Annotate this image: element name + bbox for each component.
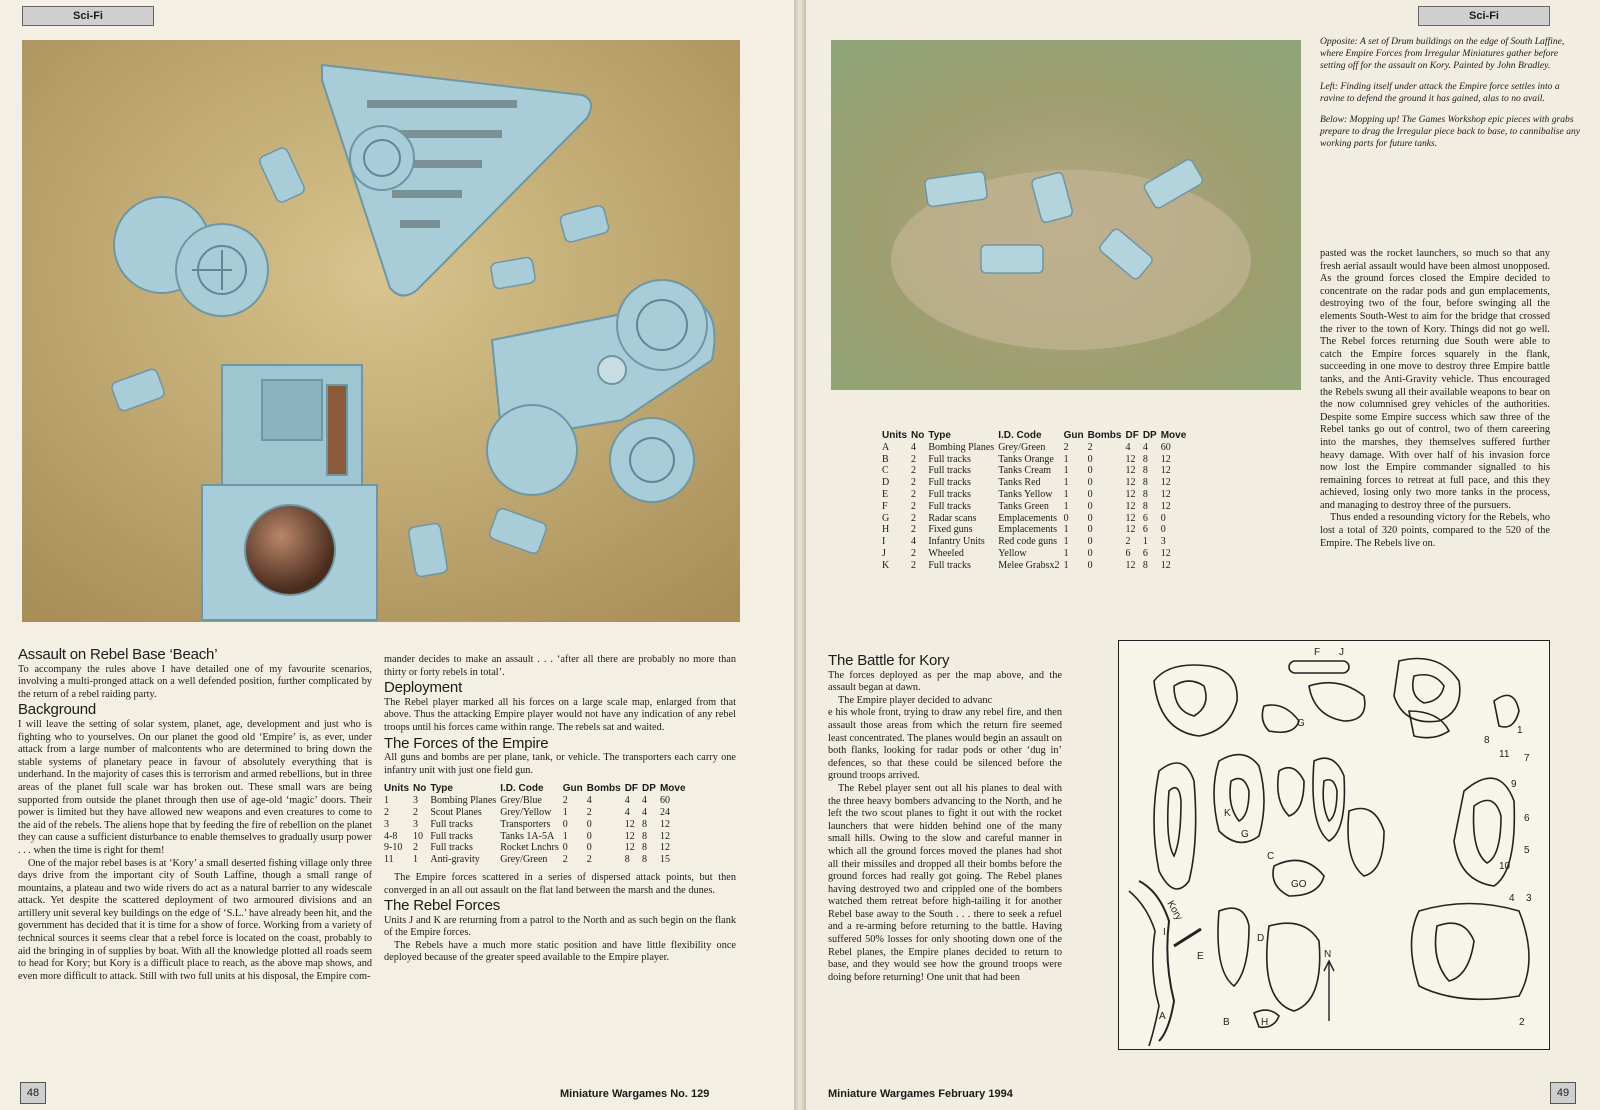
empire-table-header-cell: DP <box>642 783 656 795</box>
empire-table-cell: 1 <box>384 795 389 807</box>
rebel-table-cell: Yellow <box>998 547 1027 559</box>
rebel-table-row <box>882 454 1190 466</box>
rebel-table-cell: 0 <box>1160 512 1166 524</box>
right-page <box>806 0 1600 1110</box>
caption-left: Left: Finding itself under attack the Empire force settles into a ravine to defend the ground it has gained, alas to no avail. <box>1320 81 1560 104</box>
empire-table-cell: 0 <box>586 842 592 854</box>
rebel-table-header-cell: Type <box>928 430 951 441</box>
empire-table-header-cell: DF <box>624 783 639 795</box>
empire-table-cell: Tanks 1A-5A <box>500 830 555 842</box>
empire-table-cell: 8 <box>642 830 648 842</box>
photo-captions <box>1320 36 1582 159</box>
empire-table-cell: 8 <box>642 842 648 854</box>
battle-paragraph-3: e his whole front, trying to draw any rebel fire, and then assault those areas from which the return fire seemed least concentrated. The planes would begin an assault on both flanks, looking for radar pods or other ‘dug in’ defences, so that these could be silenced before the ground troops arrived. <box>828 707 1062 782</box>
right-column-paragraph-2: Thus ended a resounding victory for the Rebels, who lost a total of 320 points, compared to the 520 of the Empire. The Rebels live on. <box>1320 512 1550 549</box>
rebel-table-cell: 12 <box>1125 453 1136 465</box>
rebel-table-cell: 60 <box>1160 441 1171 453</box>
map-label: D <box>1257 933 1265 944</box>
map-label: 1 <box>1517 725 1523 736</box>
background-paragraph-2: One of the major rebel bases is at ‘Kory’ a small deserted fishing village only three days drive from the important city of South Laffine, though a small range of mountains, a plateau and two wide rivers do act as a natural barrier to any widescale attack. Yet despite the scattered deployment of two armoured divisions and an artillery unit several key buildings on the edge of ‘S.L.’ have already been hit, and the government has decided that it is time for a show of force. Working from a variety of technical sources it seems clear that a rebel force is located on the coast, probably to aid the bringing in of supplies by boat. With all the knowledge plotted all roads seem to head for Kory; but Kory is a difficult place to reach, as the above map shows, and even more difficult to attack. Still with two full units at his disposal, the Empire com- <box>18 857 372 982</box>
rebel-table-row <box>882 501 1190 513</box>
rebel-table-cell: 2 <box>911 453 916 465</box>
article-title: Assault on Rebel Base ‘Beach’ <box>18 646 218 663</box>
rebel-table-cell: 8 <box>1142 488 1148 500</box>
rebel-forces-heading: The Rebel Forces <box>384 897 501 915</box>
empire-forces-heading: The Forces of the Empire <box>384 734 549 752</box>
rebel-table-cell: 2 <box>911 500 916 512</box>
rebel-units-table <box>882 430 1190 572</box>
map-label: G <box>1241 829 1249 840</box>
rebel-table-cell: 1 <box>1142 536 1148 548</box>
rebel-table-cell: 0 <box>1063 512 1069 524</box>
map-label: A <box>1159 1011 1166 1022</box>
empire-table-cell: 12 <box>624 830 635 842</box>
empire-table-cell: 3 <box>413 818 418 830</box>
rebel-table-cell: Tanks Orange <box>998 453 1054 465</box>
empire-table-cell: 1 <box>562 806 568 818</box>
photo-drum-buildings <box>22 40 740 622</box>
deployment-heading: Deployment <box>384 679 463 697</box>
rebel-table-cell: 8 <box>1142 477 1148 489</box>
rebel-table-cell: 0 <box>1087 559 1093 571</box>
empire-table-cell: 11 <box>384 854 394 866</box>
map-label: 4 <box>1509 893 1515 904</box>
left-column-2 <box>384 654 736 965</box>
rebel-table-cell: 12 <box>1125 465 1136 477</box>
empire-table-cell: 4 <box>586 795 592 807</box>
rebel-table-row <box>882 560 1190 572</box>
rebel-table-cell: 2 <box>1087 441 1093 453</box>
rebel-table-cell: 1 <box>1063 536 1069 548</box>
rebel-table-header-cell: DP <box>1142 430 1157 441</box>
empire-table-cell: 0 <box>562 818 568 830</box>
empire-table-cell: 4 <box>642 806 648 818</box>
rebel-table-cell: 6 <box>1142 512 1148 524</box>
rebel-table-row <box>882 536 1190 548</box>
rebel-table-cell: 0 <box>1087 547 1093 559</box>
empire-table-cell: 12 <box>659 830 670 842</box>
rebel-table-cell: Grey/Green <box>998 441 1046 453</box>
rebel-table-cell: 1 <box>1063 465 1069 477</box>
rebel-table-cell: 2 <box>1063 441 1069 453</box>
rebel-table-cell: Full tracks <box>928 453 971 465</box>
empire-table-cell: 12 <box>659 842 670 854</box>
map-label: E <box>1197 951 1204 962</box>
empire-table-cell: 1 <box>413 854 418 866</box>
intro-paragraph: To accompany the rules above I have detailed one of my favourite scenarios, involving a multi-pronged attack on a well defended position, further complicated by the return of a rebel raiding party. <box>18 663 372 700</box>
rebel-table-header-cell: Gun <box>1063 430 1084 441</box>
empire-table-header-cell: No <box>413 783 427 795</box>
empire-table-cell: 60 <box>659 795 670 807</box>
map-label: I <box>1163 927 1166 938</box>
rebel-table-cell: 2 <box>911 547 916 559</box>
map-label: 6 <box>1524 813 1530 824</box>
rebel-table-cell: E <box>882 488 889 500</box>
empire-table-cell: 15 <box>659 854 670 866</box>
rebel-table-cell: Emplacements <box>998 512 1058 524</box>
rebel-table-cell: 12 <box>1125 559 1136 571</box>
right-column-paragraph-1: pasted was the rocket launchers, so much so that any fresh aerial assault would have been almost unopposed. As the ground forces closed the Empire decided to concentrate on the radar pods and gun emplacements, destroying two of the four, before swinging all the elements South-West to aim for the bridge that crossed the river to the town of Kory. Things did not go well. The Rebel forces returning due South were able to catch the Empire forces squarely in the flank, succeeding in one move to destroy three Empire battle tanks, and the Anti-Gravity vehicle. Thus encouraged the Rebels swung all their available weapons to bear on the now columnised grey vehicles of the authorities. Despite some Empire success which saw three of the Rebel tanks go out of control, two of them careering into the marshes, they themselves suffered further heavy damage. With over half of his invasion force now lost the Empire commander signalled to his remaining forces to retreat at full pace, and this they achieved, losing only two more tanks in the process, and managing to destroy three of the pursuers. <box>1320 248 1550 511</box>
page-gutter <box>794 0 806 1110</box>
dome-building <box>202 365 377 620</box>
rebel-table-cell: 0 <box>1087 477 1093 489</box>
rebel-table-cell: 4 <box>1125 441 1131 453</box>
rebel-table-cell: Bombing Planes <box>928 441 995 453</box>
empire-table-row <box>384 807 690 819</box>
map-label: 3 <box>1526 893 1532 904</box>
rebel-table-cell: 1 <box>1063 477 1069 489</box>
rebel-table-row <box>882 477 1190 489</box>
empire-table-cell: 8 <box>624 854 630 866</box>
empire-table-cell: Grey/Yellow <box>500 806 552 818</box>
empire-table-cell: 12 <box>624 842 635 854</box>
rebel-table-cell: H <box>882 524 890 536</box>
empire-table-cell: 0 <box>562 842 568 854</box>
battle-column <box>828 652 1062 984</box>
rebel-table-cell: 12 <box>1125 488 1136 500</box>
rebel-table-row <box>882 548 1190 560</box>
rebel-table-cell: Tanks Cream <box>998 465 1052 477</box>
rebel-table-cell: 4 <box>911 441 916 453</box>
rebel-forces-paragraph-2: The Rebels have a much more static position and have little flexibility once deployed because of the greater speed available to the Empire player. <box>384 939 736 964</box>
rebel-table-cell: Tanks Green <box>998 500 1049 512</box>
rebel-table-cell: 12 <box>1125 477 1136 489</box>
rebel-table-cell: G <box>882 512 890 524</box>
empire-table-cell: 2 <box>586 806 592 818</box>
rebel-table-cell: 12 <box>1125 512 1136 524</box>
empire-table-header-cell: Bombs <box>586 783 621 795</box>
empire-table-cell: 2 <box>384 806 389 818</box>
empire-table-header-cell: I.D. Code <box>500 783 544 795</box>
left-column-1 <box>18 646 372 983</box>
rebel-table-cell: Red code guns <box>998 536 1058 548</box>
rebel-table-cell: 1 <box>1063 524 1069 536</box>
rebel-table-cell: 4 <box>911 536 916 548</box>
rebel-table-cell: 6 <box>1142 547 1148 559</box>
rebel-table-cell: Wheeled <box>928 547 964 559</box>
empire-table-cell: 1 <box>562 830 568 842</box>
empire-table-cell: 3 <box>384 818 389 830</box>
rebel-table-cell: Full tracks <box>928 559 971 571</box>
map-label: 7 <box>1524 753 1530 764</box>
map-label: 8 <box>1484 735 1490 746</box>
empire-table-cell: 8 <box>642 818 648 830</box>
empire-table-header-cell: Gun <box>562 783 583 795</box>
footer-right: Miniature Wargames February 1994 <box>828 1088 1013 1100</box>
empire-table-row <box>384 831 690 843</box>
rebel-table-cell: 1 <box>1063 488 1069 500</box>
rebel-table-cell: 8 <box>1142 500 1148 512</box>
empire-table-cell: 2 <box>562 854 568 866</box>
rebel-table-row <box>882 524 1190 536</box>
rebel-table-cell: 4 <box>1142 441 1148 453</box>
rebel-table-row <box>882 513 1190 525</box>
rebel-table-cell: Tanks Red <box>998 477 1041 489</box>
empire-deployment-paragraph: The Empire forces scattered in a series of dispersed attack points, but then converged in an all out assault on the flat land between the marsh and the dunes. <box>384 871 736 896</box>
page-number-right: 49 <box>1550 1082 1576 1104</box>
rebel-table-cell: Full tracks <box>928 500 971 512</box>
empire-table-cell: Rocket Lnchrs <box>500 842 559 854</box>
rebel-table-cell: Full tracks <box>928 465 971 477</box>
right-column-top <box>1320 248 1550 550</box>
empire-table-header-cell: Type <box>430 783 453 795</box>
map-label: N <box>1324 949 1332 960</box>
rebel-table-row <box>882 489 1190 501</box>
empire-table-cell: 10 <box>413 830 423 842</box>
empire-table-cell: 4 <box>642 795 648 807</box>
rebel-table-cell: D <box>882 477 890 489</box>
battle-heading: The Battle for Kory <box>828 652 950 669</box>
empire-table-cell: 12 <box>659 818 670 830</box>
empire-table-cell: 2 <box>413 842 418 854</box>
empire-units-table <box>384 783 690 866</box>
rebel-table-header-cell: Move <box>1160 430 1187 441</box>
map-label: K <box>1224 808 1231 819</box>
map-label: Kory <box>1164 899 1185 923</box>
map-label: H <box>1261 1017 1269 1028</box>
rebel-table-cell: Emplacements <box>998 524 1058 536</box>
empire-table-header-cell: Units <box>384 783 409 795</box>
rebel-table-cell: 2 <box>911 477 916 489</box>
rebel-table-cell: 0 <box>1087 512 1093 524</box>
battle-map <box>1118 640 1550 1050</box>
map-label: B <box>1223 1017 1230 1028</box>
rebel-table-cell: 8 <box>1142 559 1148 571</box>
map-label: 10 <box>1499 861 1511 872</box>
empire-table-cell: Full tracks <box>430 830 473 842</box>
rebel-table-cell: 2 <box>911 465 916 477</box>
map-label: 2 <box>1519 1017 1525 1028</box>
rebel-table-header-cell: DF <box>1125 430 1139 441</box>
rebel-table-cell: 0 <box>1087 453 1093 465</box>
rebel-table-cell: 2 <box>911 512 916 524</box>
rebel-table-cell: F <box>882 500 888 512</box>
rebel-table-cell: 12 <box>1160 488 1171 500</box>
empire-table-cell: Bombing Planes <box>430 795 497 807</box>
rebel-table-header-cell: No <box>911 430 925 441</box>
empire-table-cell: 24 <box>659 806 670 818</box>
rebel-table-cell: Melee Grabsx2 <box>998 559 1060 571</box>
rebel-table-row <box>882 442 1190 454</box>
empire-table-cell: Full tracks <box>430 842 473 854</box>
rebel-table-cell: 1 <box>1063 453 1069 465</box>
rebel-table-cell: 2 <box>911 488 916 500</box>
empire-table-cell: 8 <box>642 854 648 866</box>
rebel-table-cell: 6 <box>1125 547 1131 559</box>
map-label: 5 <box>1524 845 1530 856</box>
rebel-table-cell: 0 <box>1087 465 1093 477</box>
empire-table-cell: Grey/Green <box>500 854 548 866</box>
left-page <box>0 0 794 1110</box>
rebel-table-cell: 12 <box>1125 524 1136 536</box>
rebel-table-cell: 12 <box>1160 559 1171 571</box>
rebel-table-cell: 2 <box>1125 536 1131 548</box>
rebel-table-cell: 12 <box>1160 477 1171 489</box>
map-label: GO <box>1291 879 1307 890</box>
rebel-table-cell: 2 <box>911 559 916 571</box>
rebel-table-cell: C <box>882 465 889 477</box>
rebel-table-cell: J <box>882 547 886 559</box>
empire-table-cell: 4-8 <box>384 830 398 842</box>
empire-table-cell: Grey/Blue <box>500 795 542 807</box>
map-label: F <box>1314 647 1321 658</box>
rebel-table-header-cell: Units <box>882 430 907 441</box>
empire-table-cell: Scout Planes <box>430 806 482 818</box>
rebel-table-cell: 3 <box>1160 536 1166 548</box>
rebel-table-cell: 2 <box>911 524 916 536</box>
rebel-table-cell: 12 <box>1125 500 1136 512</box>
empire-table-cell: 4 <box>624 795 630 807</box>
rebel-table-cell: 1 <box>1063 559 1069 571</box>
battle-paragraph-2: The Empire player decided to advanc <box>838 694 993 706</box>
rebel-table-cell: Radar scans <box>928 512 977 524</box>
caption-opposite: Opposite: A set of Drum buildings on the edge of South Laffine, where Empire Forces from Irregular Miniatures gather before setting off for the assault on Kory. Painted by John Bradley. <box>1320 36 1565 71</box>
rebel-table-cell: A <box>882 441 890 453</box>
rebel-table-cell: Tanks Yellow <box>998 488 1053 500</box>
rebel-table-cell: K <box>882 559 890 571</box>
empire-table-cell: 3 <box>413 795 418 807</box>
rebel-table-cell: B <box>882 453 889 465</box>
empire-table-cell: 4 <box>624 806 630 818</box>
rebel-table-cell: 12 <box>1160 465 1171 477</box>
map-label: G <box>1297 718 1305 729</box>
rebel-table-row <box>882 465 1190 477</box>
battle-paragraph-1: The forces deployed as per the map above, and the assault began at dawn. <box>828 669 1062 694</box>
photo-ravine-tanks <box>831 40 1301 390</box>
rebel-table-cell: 0 <box>1160 524 1166 536</box>
deployment-paragraph: The Rebel player marked all his forces on a large scale map, enlarged from that above. Thus the attacking Empire player would not have any indication of any rebel troops until his forces came within range. The rebels sat and waited. <box>384 696 736 733</box>
rebel-table-cell: 8 <box>1142 465 1148 477</box>
empire-table-cell: 2 <box>586 854 592 866</box>
empire-table-cell: 0 <box>586 818 592 830</box>
rebel-table-cell: Full tracks <box>928 488 971 500</box>
empire-table-cell: 2 <box>413 806 418 818</box>
rebel-table-cell: Fixed guns <box>928 524 973 536</box>
background-heading: Background <box>18 701 97 719</box>
map-label: C <box>1267 851 1275 862</box>
rebel-forces-paragraph-1: Units J and K are returning from a patrol to the North and as such begin on the flank of the Empire forces. <box>384 914 736 939</box>
rebel-table-cell: I <box>882 536 886 548</box>
map-label: J <box>1339 647 1344 658</box>
rebel-table-cell: 1 <box>1063 547 1069 559</box>
map-label: 9 <box>1511 779 1517 790</box>
empire-forces-paragraph: All guns and bombs are per plane, tank, or vehicle. The transporters each carry one infantry unit with just one field gun. <box>384 752 736 776</box>
section-tab-right: Sci-Fi <box>1418 6 1550 26</box>
empire-table-cell: Anti-gravity <box>430 854 480 866</box>
rebel-table-cell: 8 <box>1142 453 1148 465</box>
map-label: 11 <box>1499 749 1510 760</box>
rebel-table-cell: 0 <box>1087 500 1093 512</box>
rebel-table-cell: 6 <box>1142 524 1148 536</box>
empire-table-cell: 0 <box>586 830 592 842</box>
rebel-table-header-cell: Bombs <box>1087 430 1122 441</box>
page-number-left: 48 <box>20 1082 46 1104</box>
rebel-table-cell: Infantry Units <box>928 536 985 548</box>
rebel-table-header-cell: I.D. Code <box>998 430 1042 441</box>
caption-below: Below: Mopping up! The Games Workshop epic pieces with grabs prepare to drag the Irregular piece back to base, to cannibalise any working parts for future tanks. <box>1320 114 1581 149</box>
background-paragraph-1: I will leave the setting of solar system, planet, age, development and just who is fighting who to yourselves. On our planet the good old ‘Empire’ is, as ever, under attack from a large number of malcontents who are determined to bring down the stable systems of planetary peace in favour of absolutely everything that is underhand. In the majority of cases this is terrorism and armed rebellions, but in three areas of the planet full scale war has broken out. These small wars are being supported from outside the planet through then use of age-old ‘magic’ doors. Their power is limited but they have allowed new weapons and even creatures to come to the aid of the rebels. The aliens hope that by feeding the fire of rebellion on the planet they can cause a sufficient disturbance to enable themselves to gradually usurp power . . . when the time is right for them! <box>18 718 372 856</box>
rebel-table-cell: 0 <box>1087 488 1093 500</box>
rebel-table-cell: 12 <box>1160 500 1171 512</box>
footer-left: Miniature Wargames No. 129 <box>560 1088 710 1100</box>
rebel-table-cell: 12 <box>1160 547 1171 559</box>
continuation-paragraph: mander decides to make an assault . . . ‘after all there are probably no more than thirty or forty rebels in total’. <box>384 654 736 678</box>
battle-paragraph-4: The Rebel player sent out all his planes to deal with the three heavy bombers advancing to the North, and he left the two scout planes to fight it out with the rocket launchers that were hidden behind one of the many small hills. Owing to the slow and careful manner in which all the ground forces moved the planes had shot all their missiles and dropped all their bombs before the ground forces had really got going. The Rebel planes having destroyed two and crippled one of the bombers watched them retreat before high-tailing it for another Rebel base away to the South . . . there to seek a refuel and a re-arming before returning to the battle. Having suffered 50% losses for only shooting down one of the Rebel planes, the Empire planes decided to return to base, and they would see how the ground troops were doing before returning! One unit that had been <box>828 782 1062 983</box>
empire-table-cell: Transporters <box>500 818 551 830</box>
rebel-table-cell: 1 <box>1063 500 1069 512</box>
empire-table-row <box>384 842 690 854</box>
empire-table-cell: 2 <box>562 795 568 807</box>
empire-table-header-cell: Move <box>659 783 686 795</box>
empire-table-cell: 9-10 <box>384 842 403 854</box>
section-tab-left: Sci-Fi <box>22 6 154 26</box>
rebel-table-cell: 12 <box>1160 453 1171 465</box>
empire-table-cell: Full tracks <box>430 818 473 830</box>
rebel-table-cell: 0 <box>1087 524 1093 536</box>
rebel-table-cell: Full tracks <box>928 477 971 489</box>
empire-table-row <box>384 854 690 866</box>
empire-table-row <box>384 819 690 831</box>
rebel-table-cell: 0 <box>1087 536 1093 548</box>
empire-table-row <box>384 795 690 807</box>
empire-table-cell: 12 <box>624 818 635 830</box>
